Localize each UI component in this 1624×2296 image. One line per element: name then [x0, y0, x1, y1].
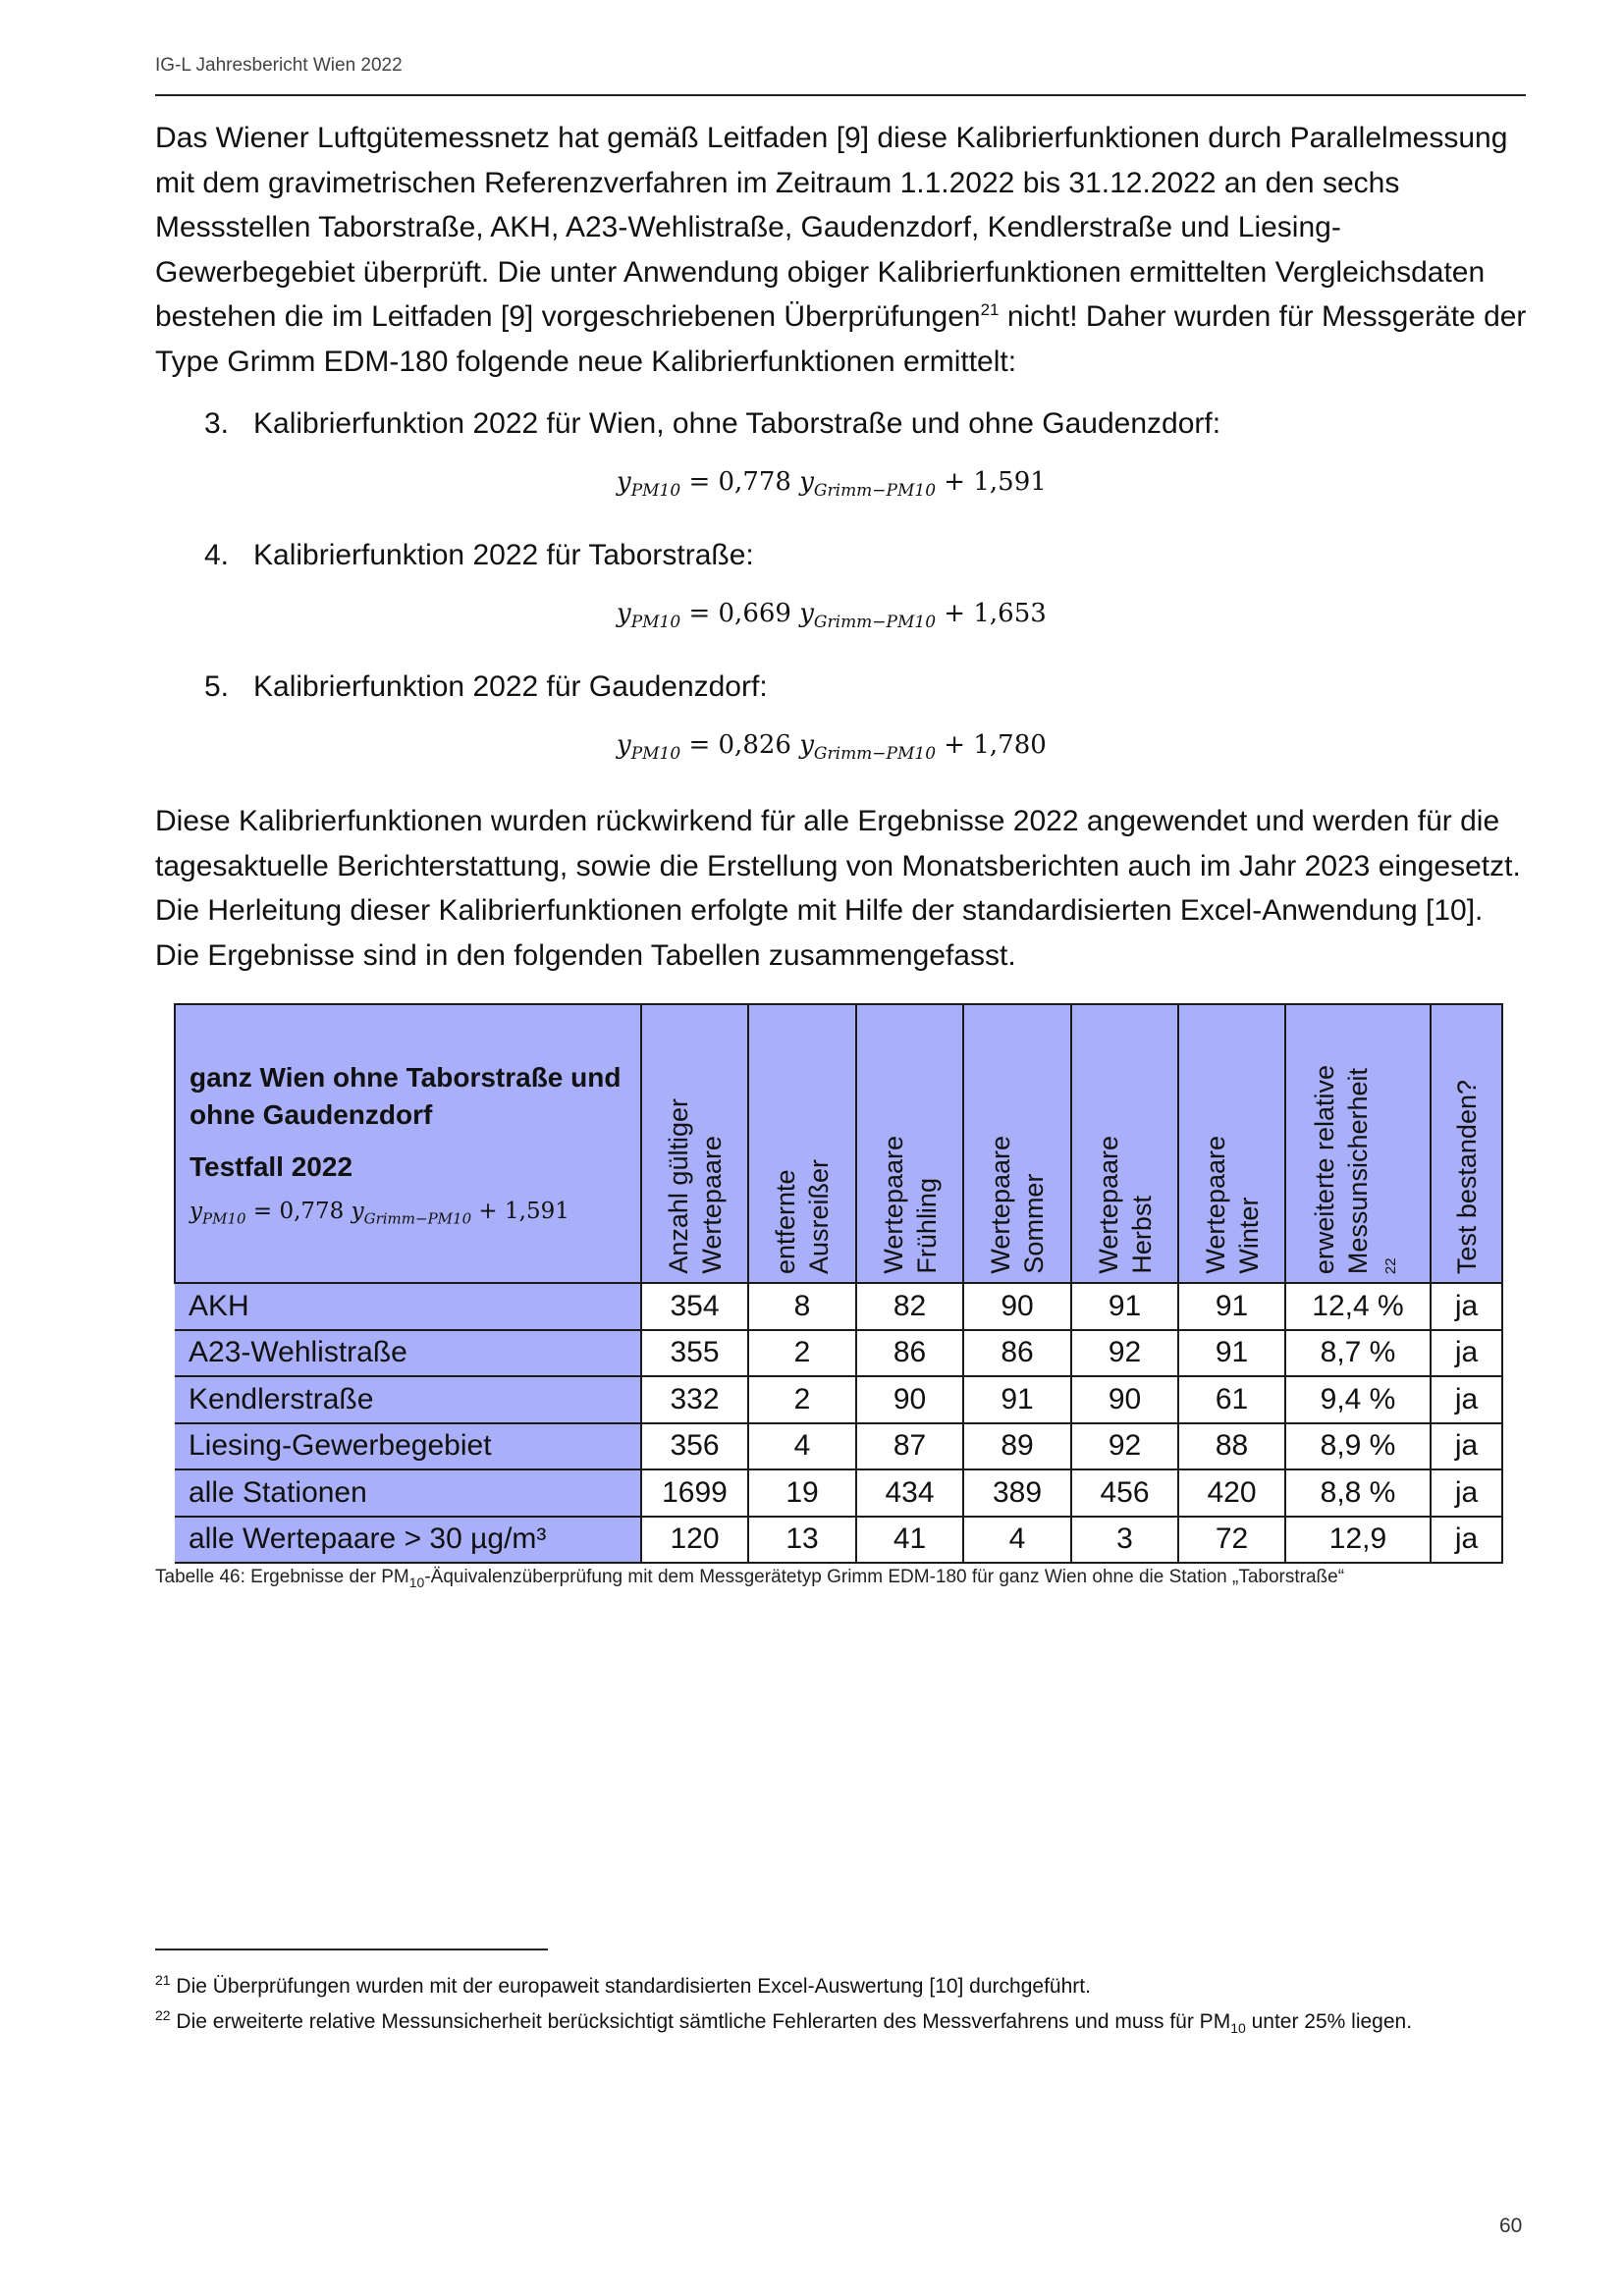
cell: 19	[748, 1469, 856, 1517]
footnote-22: $^{22}$ Die erweiterte relative Messunsicherheit berücksichtigt sämtliche Fehlerarten des Messverfahrens und muss für $PM_{10}$ unter 25% liegen.	[155, 2007, 1413, 2037]
table-testfall: Testfall 2022	[189, 1151, 353, 1183]
cell: ja	[1431, 1283, 1502, 1330]
cell: 87	[856, 1423, 963, 1470]
table-caption: Tabelle 46: Ergebnisse der $PM_{10}$-Äquivalenzüberprüfung mit dem Messgerätetyp Grimm EDM-180 für ganz Wien ohne die Station „Taborstraße“	[155, 1567, 1345, 1590]
cell: 8,8 %	[1285, 1469, 1431, 1517]
col-header-sommer: Wertepaare Sommer	[963, 1004, 1071, 1283]
table-row	[175, 1517, 1502, 1564]
list-item-4	[204, 539, 754, 572]
cell: 355	[641, 1330, 748, 1377]
cell: 8	[748, 1283, 856, 1330]
intro-text-a: Das Wiener Luftgütemessnetz hat gemäß Leitfaden [9] diese Kalibrierfunktionen durch Parallelmessung mit dem gravimetrischen Referenzverfahren im Zeitraum 1.1.2022 bis 31.12.2022 an den sechs Messstellen Taborstraße, AKH, A23-Wehlistraße, Gaudenzdorf, Kendlerstraße und Liesing-Gewerbegebiet überprüft. Die unter Anwendung obiger Kalibrierfunktionen ermittelten Vergleichsdaten bestehen die im Leitfaden [9] vorgeschriebenen Überprüfungen	[155, 122, 1508, 333]
list-item-3	[204, 407, 1220, 441]
cell: 9,4 %	[1285, 1376, 1431, 1423]
row-label: AKH	[175, 1283, 641, 1330]
cell: 41	[856, 1517, 963, 1564]
list-number: 3.	[204, 407, 230, 440]
col-header-fruehling: Wertepaare Frühling	[856, 1004, 963, 1283]
col-header-messunsicherheit: erweiterte relative Messunsicherheit 22	[1285, 1004, 1431, 1283]
cell: 389	[963, 1469, 1071, 1517]
footnote-divider	[155, 1949, 548, 1950]
cell: ja	[1431, 1423, 1502, 1470]
cell: 420	[1178, 1469, 1285, 1517]
cell: 4	[963, 1517, 1071, 1564]
cell: 86	[963, 1330, 1071, 1377]
cell: 61	[1178, 1376, 1285, 1423]
cell: 90	[856, 1376, 963, 1423]
cell: 13	[748, 1517, 856, 1564]
cell: 72	[1178, 1517, 1285, 1564]
cell: 434	[856, 1469, 963, 1517]
cell: 88	[1178, 1423, 1285, 1470]
cell: 92	[1071, 1330, 1178, 1377]
cell: 91	[963, 1376, 1071, 1423]
list-text: Kalibrierfunktion 2022 für Wien, ohne Taborstraße und ohne Gaudenzdorf:	[253, 407, 1221, 440]
col-header-ausreisser: entfernte Ausreißer	[748, 1004, 856, 1283]
list-text: Kalibrierfunktion 2022 für Gaudenzdorf:	[253, 670, 768, 703]
table-row	[175, 1376, 1502, 1423]
cell: 120	[641, 1517, 748, 1564]
row-label: A23-Wehlistraße	[175, 1330, 641, 1377]
formula-5: $y_{PM10} = 0,826$ $y_{Grimm-PM10} + 1,780$	[617, 730, 1047, 765]
table-title-cell	[175, 1004, 641, 1283]
running-header: IG-L Jahresbericht Wien 2022	[155, 55, 403, 76]
cell: 82	[856, 1283, 963, 1330]
page-number: 60	[1499, 2215, 1523, 2237]
formula-3: $y_{PM10} = 0,778$ $y_{Grimm-PM10} + 1,591$	[617, 467, 1047, 502]
list-text: Kalibrierfunktion 2022 für Taborstraße:	[253, 539, 754, 571]
cell: 89	[963, 1423, 1071, 1470]
cell: 12,9	[1285, 1517, 1431, 1564]
cell: 332	[641, 1376, 748, 1423]
cell: 2	[748, 1376, 856, 1423]
summary-paragraph: Diese Kalibrierfunktionen wurden rückwirkend für alle Ergebnisse 2022 angewendet und werden für die tagesaktuelle Berichterstattung, sowie die Erstellung von Monatsberichten auch im Jahr 2023 eingesetzt. Die Herleitung dieser Kalibrierfunktionen erfolgte mit Hilfe der standardisierten Excel-Anwendung [10]. Die Ergebnisse sind in den folgenden Tabellen zusammengefasst.	[155, 805, 1521, 972]
table-row	[175, 1469, 1502, 1517]
formula-4: $y_{PM10} = 0,669$ $y_{Grimm-PM10} + 1,653$	[617, 599, 1047, 633]
list-number: 5.	[204, 670, 230, 703]
cell: 2	[748, 1330, 856, 1377]
table-row	[175, 1283, 1502, 1330]
row-label: alle Wertepaare > 30 µg/m³	[175, 1517, 641, 1564]
row-label: Kendlerstraße	[175, 1376, 641, 1423]
list-item-5	[204, 670, 768, 704]
cell: ja	[1431, 1517, 1502, 1564]
cell: 1699	[641, 1469, 748, 1517]
table-title: ganz Wien ohne Taborstraße und ohne Gaudenzdorf	[189, 1062, 622, 1131]
cell: 91	[1178, 1283, 1285, 1330]
results-table	[174, 1003, 1503, 1564]
cell: ja	[1431, 1376, 1502, 1423]
cell: 8,7 %	[1285, 1330, 1431, 1377]
footnote-ref-21[interactable]: 21	[980, 300, 1000, 319]
cell: 92	[1071, 1423, 1178, 1470]
cell: 3	[1071, 1517, 1178, 1564]
row-label: Liesing-Gewerbegebiet	[175, 1423, 641, 1470]
cell: ja	[1431, 1469, 1502, 1517]
col-header-herbst: Wertepaare Herbst	[1071, 1004, 1178, 1283]
col-header-test: Test bestanden?	[1431, 1004, 1502, 1283]
cell: 354	[641, 1283, 748, 1330]
cell: 456	[1071, 1469, 1178, 1517]
cell: 91	[1071, 1283, 1178, 1330]
cell: 4	[748, 1423, 856, 1470]
col-header-anzahl: Anzahl gültiger Wertepaare	[641, 1004, 748, 1283]
header-divider	[155, 94, 1526, 96]
cell: 90	[963, 1283, 1071, 1330]
footnote-21: $^{21}$ Die Überprüfungen wurden mit der europaweit standardisierten Excel-Auswertung [10] durchgeführt.	[155, 1972, 1091, 1998]
cell: 91	[1178, 1330, 1285, 1377]
cell: 90	[1071, 1376, 1178, 1423]
list-number: 4.	[204, 539, 230, 571]
col-header-winter: Wertepaare Winter	[1178, 1004, 1285, 1283]
intro-paragraph	[155, 116, 1530, 384]
cell: ja	[1431, 1330, 1502, 1377]
table-row	[175, 1423, 1502, 1470]
cell: 12,4 %	[1285, 1283, 1431, 1330]
intro-text-b: nicht! Daher wurden für Messgeräte der Type Grimm EDM-180 folgende neue Kalibrierfunktionen ermittelt:	[155, 300, 1527, 378]
row-label: alle Stationen	[175, 1469, 641, 1517]
cell: 356	[641, 1423, 748, 1470]
table-formula: $y_{PM10} = 0,778$ $y_{Grimm-PM10} + 1,591$	[189, 1199, 569, 1228]
cell: 86	[856, 1330, 963, 1377]
cell: 8,9 %	[1285, 1423, 1431, 1470]
table-row	[175, 1330, 1502, 1377]
